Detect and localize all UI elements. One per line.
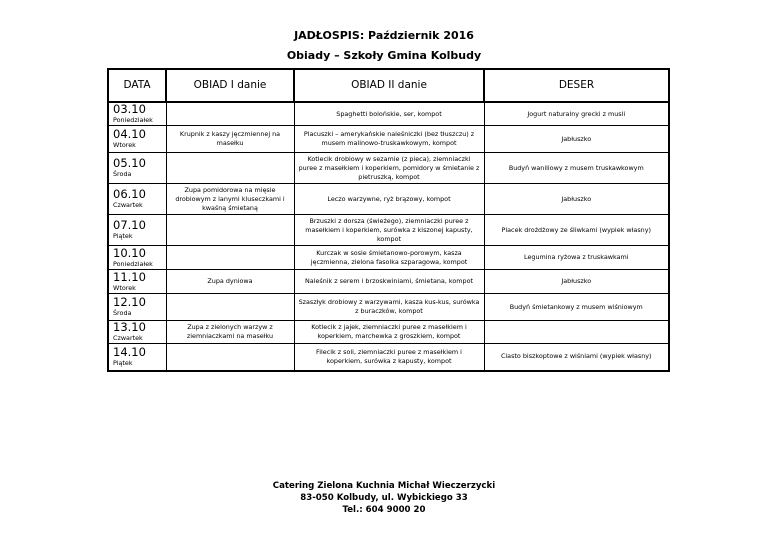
- first-course-cell: Zupa z zielonych warzyw z ziemniaczkami na masełku: [166, 321, 294, 344]
- first-course-cell: [166, 246, 294, 270]
- first-course-cell: [166, 102, 294, 126]
- weekday: Poniedziałek: [113, 116, 153, 124]
- dessert-cell: Jabłuszko: [484, 270, 669, 294]
- weekday: Środa: [113, 309, 132, 317]
- date-number: 04.10: [113, 127, 146, 141]
- first-course-cell: [166, 215, 294, 246]
- table-row: [108, 321, 669, 344]
- dessert-cell: Legumina ryżowa z truskawkami: [484, 246, 669, 270]
- date-number: 03.10: [113, 102, 146, 116]
- page-subtitle: Obiady – Szkoły Gmina Kolbudy: [286, 49, 482, 62]
- column-header-date: DATA: [108, 69, 166, 102]
- weekday: Poniedziałek: [113, 259, 153, 268]
- second-course-cell: Kotlecik drobiowy w sezamie (z pieca), ziemniaczki puree z masełkiem i koperkiem, pomidory w śmietanie z pietruszką, kompot: [294, 153, 484, 184]
- first-course-cell: [166, 344, 294, 371]
- dessert-cell: Budyń waniliowy z musem truskawkowym: [484, 153, 669, 184]
- column-header-dessert: DESER: [484, 69, 669, 102]
- dessert-cell: Placek drożdżowy ze śliwkami (wypiek własny): [484, 215, 669, 246]
- menu-table: [107, 68, 670, 372]
- date-number: 07.10: [113, 218, 146, 232]
- date-number: 12.10: [113, 295, 146, 309]
- table-row: [108, 344, 669, 371]
- date-cell: [108, 321, 166, 344]
- dessert-cell: Jabłuszko: [484, 184, 669, 215]
- weekday: Wtorek: [113, 141, 136, 149]
- date-cell: [108, 294, 166, 321]
- date-cell: [108, 270, 166, 294]
- second-course-cell: Kotlecik z jajek, ziemniaczki puree z masełkiem i koperkiem, marchewka z groszkiem, kompot: [294, 321, 484, 344]
- second-course-cell: Naleśnik z serem i brzoskwiniami, śmietana, kompot: [294, 270, 484, 294]
- first-course-cell: Zupa pomidorowa na mięsie drobiowym z lanymi kluseczkami i kwaśną śmietaną: [166, 184, 294, 215]
- column-header-first-course: OBIAD I danie: [166, 69, 294, 102]
- second-course-cell: Placuszki – amerykańskie naleśniczki (bez tłuszczu) z musem malinowo-truskawkowym, kompot: [294, 126, 484, 153]
- date-number: 10.10: [113, 245, 146, 260]
- table-row: [108, 126, 669, 153]
- weekday: Wtorek: [113, 283, 136, 292]
- footer-address: 83-050 Kolbudy, ul. Wybickiego 33: [300, 493, 468, 503]
- second-course-cell: Szaszłyk drobiowy z warzywami, kasza kus-kus, surówka z buraczków, kompot: [294, 294, 484, 321]
- date-cell: [108, 246, 166, 270]
- second-course-cell: Kurczak w sosie śmietanowo-porowym, kasza jęczmienna, zielona fasolka szparagowa, kompot: [294, 246, 484, 270]
- table-row: [108, 102, 669, 126]
- footer-phone: Tel.: 604 9000 20: [342, 505, 426, 515]
- first-course-cell: [166, 294, 294, 321]
- date-number: 05.10: [113, 156, 146, 170]
- second-course-cell: Leczo warzywne, ryż brązowy, kompot: [294, 184, 484, 215]
- footer-company: Catering Zielona Kuchnia Michał Wieczerzycki: [272, 481, 496, 491]
- weekday: Środa: [113, 170, 132, 178]
- weekday: Piątek: [113, 232, 133, 240]
- dessert-cell: [484, 321, 669, 344]
- table-row: [108, 294, 669, 321]
- date-number: 06.10: [113, 187, 146, 201]
- first-course-cell: [166, 153, 294, 184]
- column-header-second-course: OBIAD II danie: [294, 69, 484, 102]
- header-row: [108, 69, 669, 102]
- date-cell: [108, 184, 166, 215]
- table-row: [108, 215, 669, 246]
- weekday: Czwartek: [113, 201, 143, 209]
- date-number: 11.10: [113, 269, 146, 284]
- date-cell: [108, 102, 166, 126]
- second-course-cell: Brzuszki z dorsza (świeżego), ziemniaczki puree z masełkiem i koperkiem, surówka z kiszonej kapusty, kompot: [294, 215, 484, 246]
- first-course-cell: Krupnik z kaszy jęczmiennej na masełku: [166, 126, 294, 153]
- table-row: [108, 184, 669, 215]
- dessert-cell: Jabłuszko: [484, 126, 669, 153]
- dessert-cell: Jogurt naturalny grecki z musli: [484, 102, 669, 126]
- weekday: Czwartek: [113, 334, 143, 342]
- date-number: 14.10: [113, 344, 146, 359]
- second-course-cell: Spaghetti bolońskie, ser, kompot: [294, 102, 484, 126]
- table-row: [108, 270, 669, 294]
- date-number: 13.10: [113, 320, 146, 334]
- menu-body: [108, 102, 669, 371]
- date-cell: [108, 153, 166, 184]
- date-cell: [108, 344, 166, 371]
- weekday: Piątek: [113, 358, 133, 367]
- first-course-cell: Zupa dyniowa: [166, 270, 294, 294]
- table-row: [108, 246, 669, 270]
- second-course-cell: Filecik z soli, ziemniaczki puree z masełkiem i koperkiem, surówka z kapusty, kompot: [294, 344, 484, 371]
- date-cell: [108, 126, 166, 153]
- page-title: JADŁOSPIS: Październik 2016: [294, 29, 474, 42]
- dessert-cell: Budyń śmietankowy z musem wiśniowym: [484, 294, 669, 321]
- dessert-cell: Ciasto biszkoptowe z wiśniami (wypiek własny): [484, 344, 669, 371]
- table-row: [108, 153, 669, 184]
- date-cell: [108, 215, 166, 246]
